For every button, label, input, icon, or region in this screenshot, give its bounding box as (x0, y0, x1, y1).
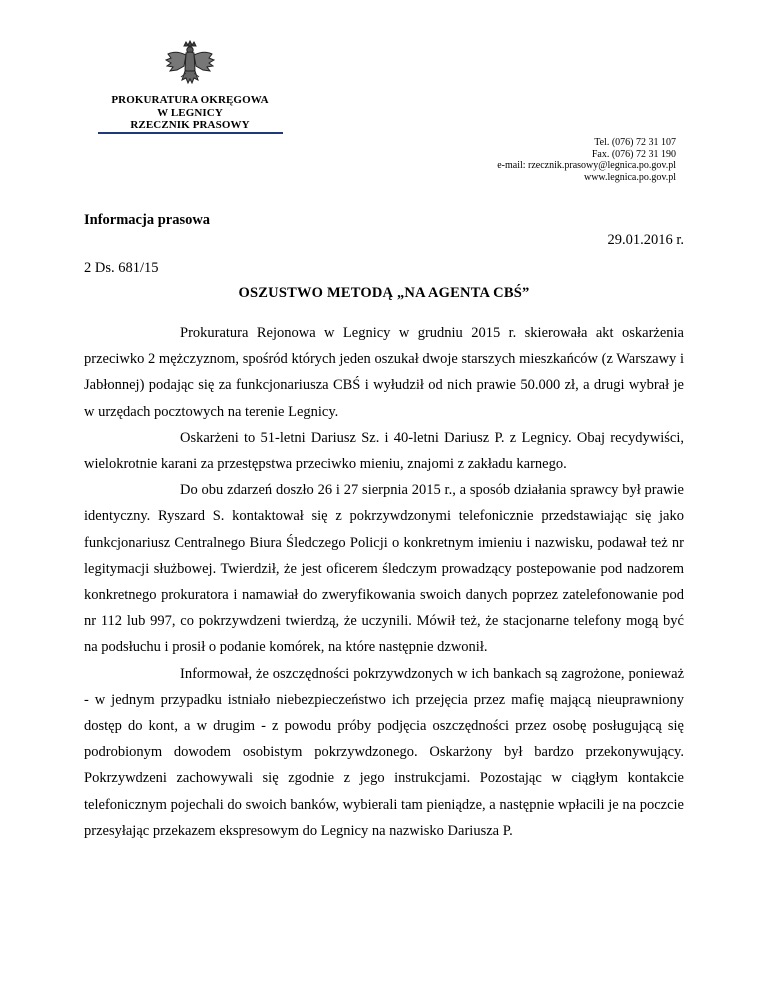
paragraph-1: Prokuratura Rejonowa w Legnicy w grudniu 2015 r. skierowała akt oskarżenia przeciwko 2 mężczyznom, spośród których jeden oszukał dwoje starszych mieszkańców (z Warszawy i Jabłonnej) podając się za funkcjonariusza CBŚ i wyłudził od nich prawie 50.000 zł, a drugi wybrał je w urzędach pocztowych na terenie Legnicy. (84, 325, 684, 420)
org-name-line-2: W LEGNICY (157, 106, 223, 119)
contact-phone: Tel. (076) 72 31 107 (594, 137, 676, 148)
document-date: 29.01.2016 r. (607, 232, 684, 248)
contact-email[interactable]: e-mail: rzecznik.prasowy@legnica.po.gov.pl (497, 160, 676, 171)
contact-website[interactable]: www.legnica.po.gov.pl (583, 171, 676, 183)
paragraph-3: Do obu zdarzeń doszło 26 i 27 sierpnia 2015 r., a sposób działania sprawcy był prawie identyczny. Ryszard S. kontaktował się z pokrzywdzonymi telefonicznie przedstawiając się jako funkcjonariusz Centralnego Biura Śledczego Policji o konkretnym imieniu i nazwisku, podawał też nr legitymacji służbowej. Twierdził, że jest oficerem śledczym prowadzący postepowanie pod nadzorem konkretnego prokuratora i namawiał do zweryfikowania swoich danych poprzez zatelefonowanie pod nr 112 lub 997, co pokrzywdzeni twierdzą, że uczynili. Mówił też, że stacjonarne telefony mogą być na podsłuchu i prosił o podanie komórek, na które następnie dzwonił. (84, 482, 684, 656)
contact-block (497, 137, 676, 183)
case-number: 2 Ds. 681/15 (84, 260, 159, 276)
header-divider (98, 132, 283, 134)
document-type-title: Informacja prasowa (84, 212, 211, 228)
paragraph-2: Oskarżeni to 51-letni Dariusz Sz. i 40-letni Dariusz P. z Legnicy. Obaj recydywiści, wielokrotnie karani za przestępstwa przeciwko mieniu, znajomi z zakładu karnego. (84, 429, 684, 473)
letterhead (95, 40, 285, 132)
contact-fax: Fax. (076) 72 31 190 (591, 148, 676, 160)
body-text (84, 320, 684, 844)
paragraph-4: Informował, że oszczędności pokrzywdzonych w ich bankach są zagrożone, ponieważ - w jednym przypadku istniało niebezpieczeństwo ich przejęcia przez mafię mającą nieuprawniony dostęp do kont, a w drugim - z powodu próby podjęcia oszczędności przez osobę posługującą się podrobionym dowodem osobistym pokrzywdzonego. Oskarżony był bardzo przekonywujący. Pokrzywdzeni zachowywali się zgodnie z jego instrukcjami. Pozostając w ciągłym kontakcie telefonicznym pojechali do swoich banków, wybierali tam pieniądze, a następnie wpłacili je na poczcie przesyłając przekazem ekspresowym do Legnicy na nazwisko Dariusza P. (84, 665, 684, 839)
polish-eagle-icon (162, 40, 218, 92)
org-name-line-3: RZECZNIK PRASOWY (130, 119, 250, 131)
headline: OSZUSTWO METODĄ „NA AGENTA CBŚ” (238, 285, 530, 301)
org-name-line-1: PROKURATURA OKRĘGOWA (111, 94, 269, 106)
